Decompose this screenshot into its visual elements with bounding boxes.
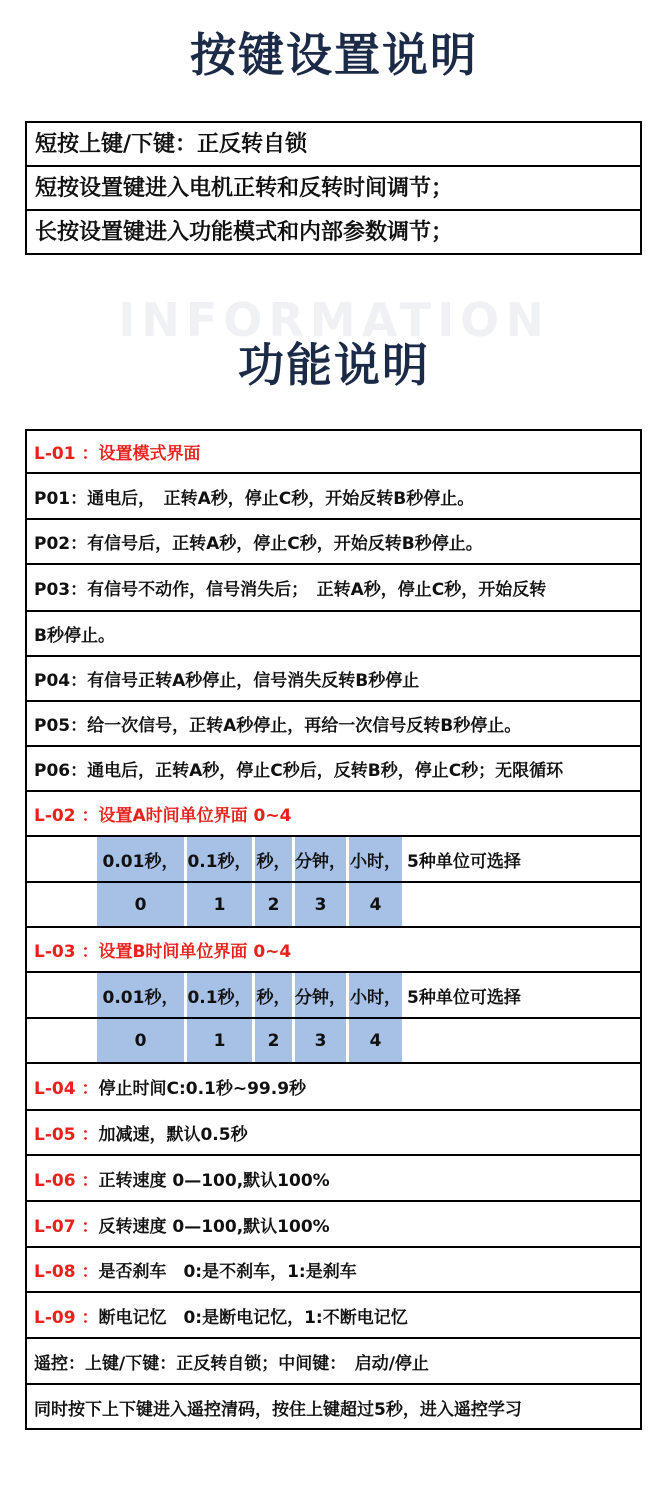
row-p06: P06：通电后，正转A秒，停止C秒后，反转B秒，停止C秒；无限循环 (27, 747, 640, 792)
row-p03-cont: B秒停止。 (27, 612, 640, 657)
row-l07 (27, 1202, 640, 1248)
row-l02-codes (27, 883, 640, 928)
unit-cell: 秒， (255, 973, 292, 1017)
key-settings-table (25, 121, 642, 255)
unit-cell: 0.01秒， (97, 973, 184, 1017)
row-l08 (27, 1248, 640, 1293)
unit-cell: 分钟， (295, 973, 346, 1017)
code-label: L-02 ： (34, 806, 99, 826)
unit-code-cell: 3 (295, 1019, 346, 1062)
unit-cell: 0.01秒， (97, 837, 184, 881)
unit-code-cell: 0 (97, 1019, 184, 1062)
row-text: 正转速度 0—100,默认100% (98, 1170, 330, 1191)
row-l01 (27, 431, 640, 474)
row-text: 是否刹车 0:是不刹车，1:是刹车 (98, 1262, 357, 1282)
code-label: L-01 ： (34, 444, 99, 464)
units-note: 5种单位可选择 (407, 851, 521, 872)
row-l04 (27, 1064, 640, 1111)
unit-cell: 0.1秒， (187, 973, 252, 1017)
row-l03-codes (27, 1019, 640, 1064)
row-p05: P05：给一次信号，正转A秒停止，再给一次信号反转B秒停止。 (27, 702, 640, 747)
function-table (25, 429, 642, 1430)
code-label: L-04 ： (34, 1079, 99, 1099)
code-label: L-06 ： (34, 1170, 99, 1191)
key-row-1: 短按上键/下键：正反转自锁 (27, 123, 640, 167)
code-label: L-09 ： (34, 1307, 99, 1328)
row-l09 (27, 1293, 640, 1339)
row-remote-2: 同时按下上下键进入遥控清码，按住上键超过5秒，进入遥控学习 (34, 1400, 522, 1420)
unit-cell: 0.1秒， (187, 837, 252, 881)
unit-code-cell: 1 (187, 1019, 252, 1062)
unit-cell: 秒， (255, 837, 292, 881)
row-l03-units (27, 973, 640, 1019)
unit-code-cell: 4 (349, 883, 402, 926)
key-row-2: 短按设置键进入电机正转和反转时间调节； (27, 167, 640, 211)
code-label: L-05 ： (34, 1125, 99, 1145)
unit-code-cell: 2 (255, 1019, 292, 1062)
row-p03: P03：有信号不动作，信号消失后； 正转A秒，停止C秒，开始反转 (27, 565, 640, 612)
row-text: 设置A时间单位界面 0~4 (98, 806, 292, 826)
row-p04: P04：有信号正转A秒停止，信号消失反转B秒停止 (27, 657, 640, 702)
row-text: 加减速，默认0.5秒 (98, 1125, 248, 1145)
row-text: 设置模式界面 (98, 444, 201, 464)
code-label: L-07 ： (34, 1216, 99, 1237)
page-title-functions: 功能说明 (238, 338, 430, 392)
code-label: L-08 ： (34, 1262, 99, 1282)
row-p01: P01：通电后， 正转A秒，停止C秒，开始反转B秒停止。 (27, 474, 640, 520)
unit-cell: 小时， (349, 837, 402, 881)
row-text: 断电记忆 0:是断电记忆，1:不断电记忆 (98, 1307, 408, 1328)
unit-code-cell: 4 (349, 1019, 402, 1062)
unit-cell: 分钟， (295, 837, 346, 881)
row-l06 (27, 1156, 640, 1202)
unit-code-cell: 3 (295, 883, 346, 926)
unit-cell: 小时， (349, 973, 402, 1017)
information-watermark: INFORMATION (118, 293, 550, 347)
unit-code-cell: 1 (187, 883, 252, 926)
units-note: 5种单位可选择 (407, 987, 521, 1008)
row-text: 停止时间C:0.1秒~99.9秒 (98, 1079, 307, 1099)
row-text: 设置B时间单位界面 0~4 (98, 942, 292, 962)
row-l05 (27, 1111, 640, 1156)
key-row-3: 长按设置键进入功能模式和内部参数调节； (35, 220, 454, 245)
row-text: 反转速度 0—100,默认100% (98, 1216, 330, 1237)
page-title-key-settings: 按键设置说明 (190, 28, 478, 82)
code-label: L-03 ： (34, 942, 99, 962)
row-remote-1: 遥控：上键/下键：正反转自锁；中间键： 启动/停止 (27, 1339, 640, 1385)
unit-code-cell: 0 (97, 883, 184, 926)
row-l02 (27, 792, 640, 837)
row-p02: P02：有信号后，正转A秒，停止C秒，开始反转B秒停止。 (27, 520, 640, 565)
row-l02-units (27, 837, 640, 883)
row-l03 (27, 928, 640, 973)
unit-code-cell: 2 (255, 883, 292, 926)
